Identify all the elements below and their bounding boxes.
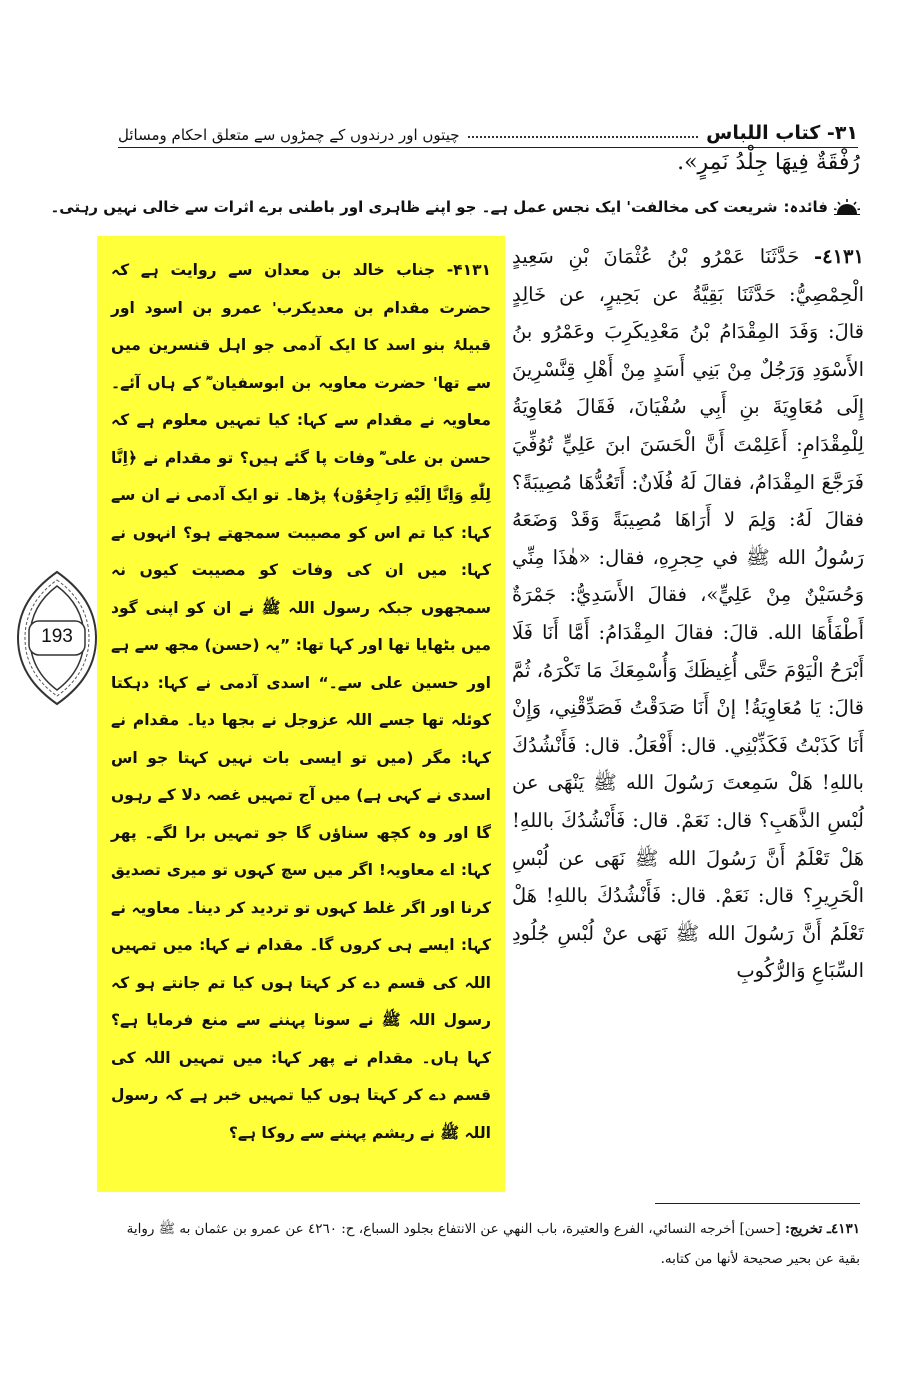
running-header — [118, 108, 858, 144]
urdu-translation-box — [97, 236, 505, 1192]
chapter-subtitle: چیتوں اور درندوں کے چمڑوں سے متعلق احکام ومسائل — [118, 126, 460, 144]
urdu-translation: ۴۱۳۱- جناب خالد بن معدان سے روایت ہے کہ حضرت مقدام بن معدیکرب' عمرو بن اسود اور قبیلۂ بنو اسد کا ایک آدمی جو اہل قنسرین میں سے تھا' حضرت معاویہ بن ابوسفیان ؓ کے ہاں آئے۔ معاویہ نے مقدام سے کہا: کیا تمہیں معلوم ہے کہ حسن بن علی ؓ وفات پا گئے ہیں؟ تو مقدام نے ﴿اِنَّا لِلّٰهِ وَاِنَّا اِلَيْهِ رَاجِعُوْن﴾ پڑھا۔ تو ایک آدمی نے ان سے کہا: کیا تم اس کو مصیبت سمجھتے ہو؟ انہوں نے کہا: میں ان کی وفات کو مصیبت کیوں نہ سمجھوں جبکہ رسول اللہ ﷺ نے ان کو اپنی گود میں بٹھایا تھا اور کہا تھا: ”یہ (حسن) مجھ سے ہے اور حسین علی سے۔“ اسدی آدمی نے کہا: دہکتا کوئلہ تھا جسے اللہ عزوجل نے بجھا دیا۔ مقدام نے کہا: مگر (میں تو ایسی بات نہیں کہتا جو اس اسدی نے کہی ہے) میں آج تمہیں غصہ دلا کے رہوں گا اور وہ کچھ سناؤں گا جو تمہیں برا لگے۔ پھر کہا: اے معاویہ! اگر میں سچ کہوں تو میری تصدیق کرنا اور اگر غلط کہوں تو تردید کر دینا۔ معاویہ نے کہا: ایسے ہی کروں گا۔ مقدام نے کہا: میں تمہیں اللہ کی قسم دے کر کہتا ہوں کیا تم جانتے ہو کہ رسول اللہ ﷺ نے سونا پہننے سے منع فرمایا ہے؟ کہا ہاں۔ مقدام نے پھر کہا: میں تمہیں اللہ کی قسم دے کر کہتا ہوں کیا تمہیں خبر ہے کہ رسول اللہ ﷺ نے ریشم پہننے سے روکا ہے؟ — [111, 261, 491, 1142]
continued-text: رُفْقَةٌ فِيهَا جِلْدُ نَمِرٍ». — [677, 150, 860, 175]
hadith-arabic-text: حَدَّثَنَا عَمْرُو بْنُ عُثْمَانَ بْنِ سَعِيدٍ الْحِمْصِيُّ: حَدَّثَنَا بَقِيَّةُ عن بَحِيرٍ، عن خَالِدٍ قالَ: وَفَدَ المِقْدَامُ بْنُ مَعْدِيكَرِبَ وعَمْرُو بنُ الأَسْوَدِ وَرَجُلٌ مِنْ بَنِي أَسَدٍ مِنْ أَهْلِ قِنَّسْرِينَ إِلَى مُعَاوِيَةَ بنِ أَبِي سُفْيَانَ، فَقَالَ مُعَاوِيَةُ لِلْمِقْدَامِ: أَعَلِمْتَ أَنَّ الْحَسَنَ ابنَ عَلِيٍّ تُوُفِّيَ فَرَجَّعَ المِقْدَامُ، فقالَ لَهُ فُلَانٌ: أَتَعُدُّهَا مُصِيبَةً؟ فقالَ لَهُ: وَلِمَ لا أَرَاهَا مُصِيبَةً وَقَدْ وَضَعَهُ رَسُولُ الله ﷺ في حِجرِهِ، فقال: «هٰذَا مِنِّي وَحُسَيْنٌ مِنْ عَلِيٍّ»، فقالَ الأَسَدِيُّ: جَمْرَةٌ أَطْفَأَهَا الله. قالَ: فقالَ المِقْدَامُ: أَمَّا أَنَا فَلَا أَبْرَحُ الْيَوْمَ حَتَّى أُغِيظَكَ وَأُسْمِعَكَ مَا تَكْرَهُ، ثُمَّ قالَ: يَا مُعَاوِيَةُ! إنْ أَنَا صَدَقْتُ فَصَدِّقْنِي، وَإِنْ أَنَا كَذَبْتُ فَكَذِّبْنِي. قال: أَفْعَلُ. قال: فَأَنْشُدُكَ باللهِ! هَلْ سَمِعتَ رَسُولَ الله ﷺ يَنْهَى عن لُبْسِ الذَّهَبِ؟ قال: نَعَمْ. قال: فَأَنْشُدُكَ باللهِ! هَلْ تَعْلَمُ أَنَّ رَسُولَ الله ﷺ نَهَى عن لُبْسِ الْحَرِيرِ؟ قال: نَعَمْ. قال: فَأَنْشُدُكَ باللهِ! هَلْ تَعْلَمُ أَنَّ رَسُولَ الله ﷺ نَهَى عنْ لُبْسِ جُلُودِ السِّبَاعِ وَالرُّكُوبِ — [512, 245, 864, 983]
header-dotted-leader — [468, 136, 699, 138]
faida-note — [50, 198, 860, 216]
page-number: 193 — [41, 626, 73, 647]
footnote-text: [حسن] أخرجه النسائي، الفرع والعتيرة، باب النهي عن الانتفاع بجلود السباع، ح: ٤٢٦٠ عن عمرو بن عثمان به ﷺ رواية بقية عن بحير صحيحة لأنها من كتابه. — [126, 1221, 860, 1267]
hadith-arabic — [512, 238, 864, 990]
footnote — [118, 1214, 860, 1274]
footnote-number: ٤١٣١ـ تخريج: — [784, 1221, 860, 1237]
faida-label: فائدہ: — [783, 198, 828, 216]
page-number-medallion — [14, 570, 100, 706]
header-rule — [118, 147, 858, 148]
faida-text: شریعت کی مخالفت' ایک نجس عمل ہے۔ جو اپنے ظاہری اور باطنی برے اثرات سے خالی نہیں رہتی۔ — [50, 198, 778, 216]
chapter-title: ٣١- كتاب اللباس — [706, 122, 858, 144]
sun-icon — [834, 199, 860, 215]
footnote-rule — [655, 1203, 860, 1204]
hadith-number: ٤١٣١- — [814, 245, 864, 268]
